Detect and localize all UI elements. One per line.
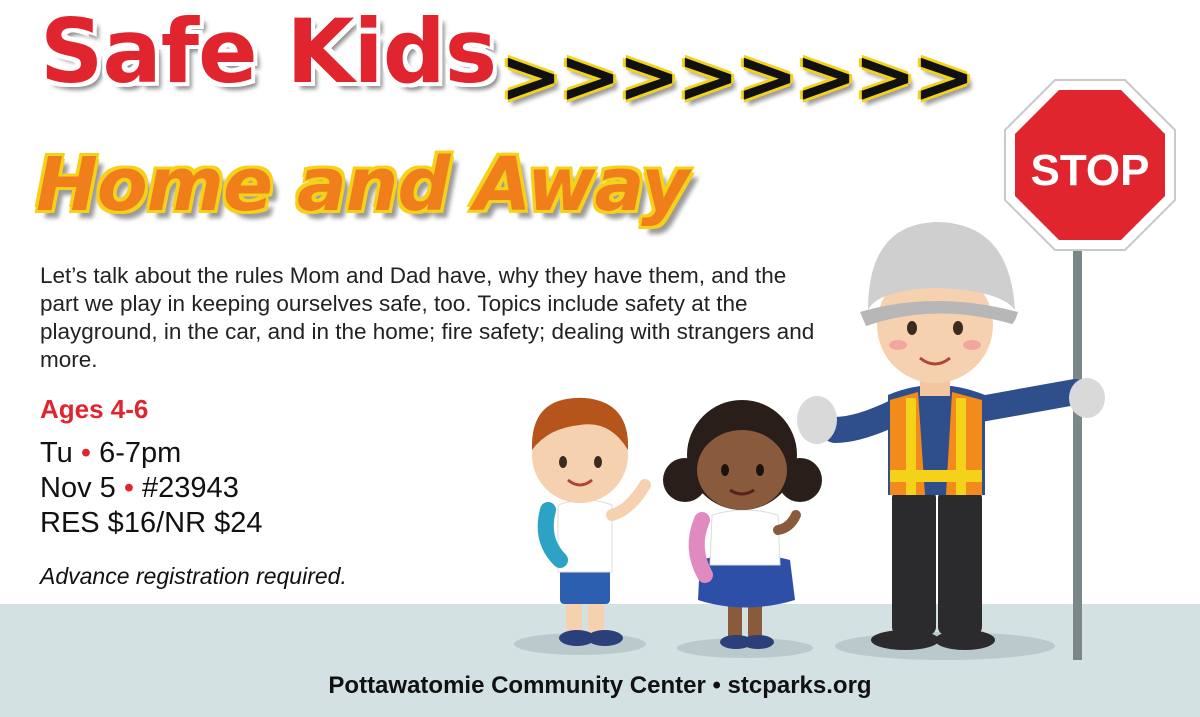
price-line: RES $16/NR $24 bbox=[40, 507, 263, 539]
title-chevrons: >>>>>>>> bbox=[500, 34, 973, 120]
boy-character bbox=[532, 398, 645, 646]
stop-sign-icon bbox=[1005, 80, 1175, 660]
girl-character bbox=[663, 400, 822, 649]
description-text: Let’s talk about the rules Mom and Dad have, why they have them, and the part we play in keeping ourselves safe, too. Topics include safety at the playground, in the car, and in the home; fire safety; dealing with strangers and more. bbox=[40, 263, 815, 372]
stop-sign-text: STOP bbox=[1030, 146, 1150, 195]
bullet-separator: • bbox=[80, 437, 91, 469]
registration-note: Advance registration required. bbox=[40, 563, 347, 589]
title-home-and-away: Home and Away bbox=[36, 142, 689, 228]
bullet-separator: • bbox=[123, 472, 134, 504]
title-safe-kids: Safe Kids bbox=[40, 0, 497, 103]
course-code: #23943 bbox=[142, 472, 239, 504]
schedule-time: 6-7pm bbox=[99, 437, 182, 469]
crossing-guard bbox=[797, 222, 1105, 650]
ages-label: Ages 4-6 bbox=[40, 394, 149, 424]
sign-pole bbox=[1073, 240, 1082, 660]
schedule-day: Tu bbox=[40, 437, 73, 469]
schedule-date: Nov 5 bbox=[40, 472, 116, 504]
footer-text: Pottawatomie Community Center • stcparks.org bbox=[328, 672, 872, 699]
